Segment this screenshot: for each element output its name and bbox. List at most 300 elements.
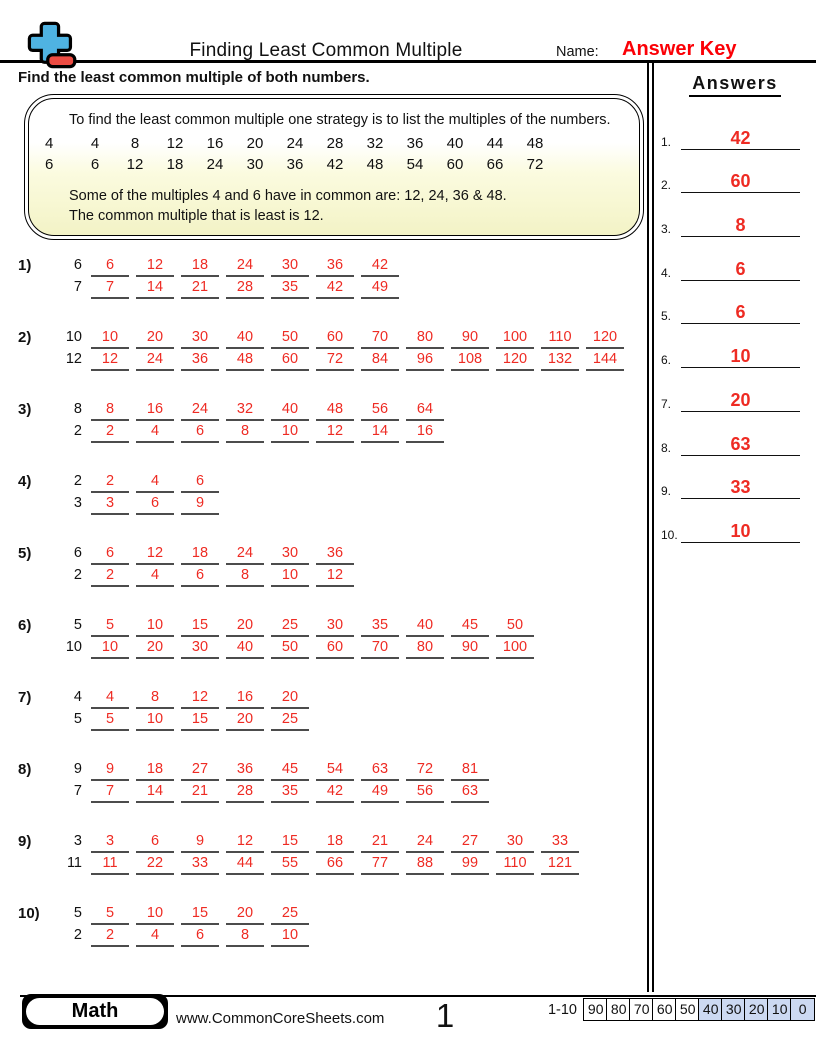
multiples-row (56, 400, 451, 421)
multiple-blank: 63 (361, 760, 399, 781)
example-multiple: 44 (486, 135, 504, 152)
example-box-inner (28, 98, 640, 236)
example-note-line1: Some of the multiples 4 and 6 have in common are: 12, 24, 36 & 48. (69, 188, 507, 204)
answer-number: 8. (661, 440, 672, 455)
multiple-blank: 10 (136, 904, 174, 925)
answer-blank (681, 476, 800, 499)
answer-row (654, 237, 816, 281)
answer-key-text: Answer Key (622, 38, 737, 60)
multiple-blank: 8 (136, 688, 174, 709)
given-number: 3 (73, 833, 82, 849)
multiples-row (56, 566, 361, 587)
multiple-blank: 15 (271, 832, 309, 853)
multiples-row (56, 688, 316, 709)
multiple-blank: 55 (271, 854, 309, 875)
given-number: 6 (73, 545, 82, 561)
page-title: Finding Least Common Multiple (189, 40, 463, 61)
score-box: 80 (606, 998, 631, 1021)
multiple-blank: 6 (181, 926, 219, 947)
multiple-blank: 66 (316, 854, 354, 875)
answer-value: 60 (730, 171, 751, 192)
example-intro-text: To find the least common multiple one strategy is to list the multiples of the numbers. (69, 112, 611, 128)
score-box: 90 (583, 998, 608, 1021)
multiple-blank: 30 (496, 832, 534, 853)
multiple-blank: 12 (316, 566, 354, 587)
multiple-blank: 36 (316, 544, 354, 565)
multiple-blank: 24 (406, 832, 444, 853)
multiple-blank: 5 (91, 616, 129, 637)
score-strip (548, 998, 815, 1021)
example-multiple: 30 (246, 156, 264, 173)
multiple-blank: 80 (406, 638, 444, 659)
column-divider (647, 63, 654, 992)
given-number: 6 (73, 257, 82, 273)
multiple-blank: 4 (136, 566, 174, 587)
multiples-row (56, 494, 226, 515)
multiple-blank: 20 (226, 710, 264, 731)
example-multiple: 28 (326, 135, 344, 152)
multiple-blank: 4 (136, 472, 174, 493)
multiple-blank: 25 (271, 710, 309, 731)
multiple-blank: 49 (361, 782, 399, 803)
multiples-row (56, 832, 586, 853)
multiples-row (56, 854, 586, 875)
given-number: 8 (73, 401, 82, 417)
multiple-blank: 27 (181, 760, 219, 781)
example-multiple: 32 (366, 135, 384, 152)
multiple-blank: 12 (226, 832, 264, 853)
multiple-blank: 27 (451, 832, 489, 853)
multiple-blank: 48 (226, 350, 264, 371)
example-multiple: 6 (90, 156, 100, 173)
multiple-blank: 30 (181, 328, 219, 349)
answer-blank (681, 520, 800, 543)
example-multiple: 42 (326, 156, 344, 173)
multiple-blank: 8 (226, 566, 264, 587)
multiple-blank: 45 (451, 616, 489, 637)
multiple-blank: 49 (361, 278, 399, 299)
example-multiple: 20 (246, 135, 264, 152)
multiple-blank: 120 (586, 328, 624, 349)
score-box: 60 (652, 998, 677, 1021)
answers-heading-wrap (654, 73, 816, 97)
score-range-label: 1-10 (547, 1001, 577, 1018)
example-multiple: 8 (130, 135, 140, 152)
multiple-blank: 36 (181, 350, 219, 371)
given-number: 4 (73, 689, 82, 705)
example-multiple: 16 (206, 135, 224, 152)
multiples-row (56, 710, 316, 731)
multiple-blank: 3 (91, 494, 129, 515)
example-box (24, 94, 644, 240)
score-box: 20 (744, 998, 769, 1021)
answer-number: 3. (661, 222, 672, 237)
multiple-blank: 10 (271, 926, 309, 947)
multiple-blank: 36 (316, 256, 354, 277)
problem-rows (56, 544, 361, 588)
answer-value: 6 (735, 302, 746, 323)
answer-blank (681, 214, 800, 237)
multiple-blank: 45 (271, 760, 309, 781)
multiple-blank: 21 (181, 782, 219, 803)
multiple-blank: 88 (406, 854, 444, 875)
multiple-blank: 20 (136, 328, 174, 349)
score-box: 0 (790, 998, 815, 1021)
example-multiple: 12 (126, 156, 144, 173)
multiple-blank: 63 (451, 782, 489, 803)
problem-number: 2) (18, 329, 32, 346)
multiple-blank: 50 (496, 616, 534, 637)
multiple-blank: 5 (91, 710, 129, 731)
multiple-blank: 4 (136, 926, 174, 947)
multiple-blank: 50 (271, 638, 309, 659)
answer-value: 63 (730, 433, 751, 454)
given-number: 7 (73, 783, 82, 799)
multiple-blank: 35 (271, 782, 309, 803)
multiple-blank: 42 (361, 256, 399, 277)
answer-value: 20 (730, 389, 751, 410)
answer-row (654, 368, 816, 412)
multiple-blank: 70 (361, 638, 399, 659)
problem (18, 328, 647, 372)
multiple-blank: 6 (181, 566, 219, 587)
multiple-blank: 10 (91, 638, 129, 659)
multiple-blank: 10 (271, 566, 309, 587)
score-box: 30 (721, 998, 746, 1021)
multiple-blank: 14 (361, 422, 399, 443)
problems-column (0, 63, 647, 992)
answer-value: 8 (735, 215, 746, 236)
multiple-blank: 12 (136, 256, 174, 277)
example-multiples-table (45, 133, 627, 175)
example-base-number: 4 (45, 135, 54, 152)
multiple-blank: 20 (226, 904, 264, 925)
multiple-blank: 20 (226, 616, 264, 637)
answer-number: 4. (661, 265, 672, 280)
problem-rows (56, 256, 406, 300)
problem-number: 7) (18, 689, 32, 706)
multiple-blank: 24 (136, 350, 174, 371)
multiple-blank: 10 (91, 328, 129, 349)
example-multiple: 54 (406, 156, 424, 173)
problem-number: 4) (18, 473, 32, 490)
multiple-blank: 21 (181, 278, 219, 299)
multiple-blank: 90 (451, 328, 489, 349)
multiple-blank: 10 (271, 422, 309, 443)
example-multiple: 66 (486, 156, 504, 173)
multiple-blank: 24 (226, 544, 264, 565)
given-number: 2 (73, 567, 82, 583)
multiple-blank: 5 (91, 904, 129, 925)
example-base-number: 6 (45, 156, 54, 173)
multiple-blank: 120 (496, 350, 534, 371)
given-number: 5 (73, 617, 82, 633)
multiple-blank: 60 (271, 350, 309, 371)
multiples-row (56, 328, 631, 349)
multiple-blank: 35 (361, 616, 399, 637)
multiple-blank: 12 (181, 688, 219, 709)
example-multiple: 12 (166, 135, 184, 152)
given-number: 7 (73, 279, 82, 295)
problem (18, 544, 647, 588)
multiple-blank: 6 (181, 472, 219, 493)
multiple-blank: 30 (271, 544, 309, 565)
multiple-blank: 12 (136, 544, 174, 565)
example-multiples-row (45, 154, 627, 175)
multiple-blank: 18 (181, 256, 219, 277)
answer-value: 33 (730, 477, 751, 498)
multiple-blank: 14 (136, 278, 174, 299)
multiple-blank: 96 (406, 350, 444, 371)
multiple-blank: 6 (181, 422, 219, 443)
multiple-blank: 28 (226, 782, 264, 803)
problem (18, 256, 647, 300)
math-badge (22, 994, 168, 1029)
example-multiples-row (45, 133, 627, 154)
problem-number: 9) (18, 833, 32, 850)
answers-column (654, 63, 816, 992)
problem (18, 760, 647, 804)
answer-row (654, 324, 816, 368)
example-multiple: 36 (286, 156, 304, 173)
multiple-blank: 9 (181, 832, 219, 853)
answer-blank (681, 258, 800, 281)
multiple-blank: 30 (271, 256, 309, 277)
multiple-blank: 24 (226, 256, 264, 277)
multiple-blank: 42 (316, 782, 354, 803)
multiple-blank: 3 (91, 832, 129, 853)
multiples-row (56, 256, 406, 277)
answer-number: 5. (661, 309, 672, 324)
problem-number: 3) (18, 401, 32, 418)
problem (18, 400, 647, 444)
multiple-blank: 40 (271, 400, 309, 421)
multiple-blank: 24 (181, 400, 219, 421)
multiple-blank: 132 (541, 350, 579, 371)
answer-number: 7. (661, 396, 672, 411)
multiple-blank: 100 (496, 638, 534, 659)
answer-value: 6 (735, 258, 746, 279)
multiple-blank: 16 (136, 400, 174, 421)
multiple-blank: 2 (91, 926, 129, 947)
multiple-blank: 110 (541, 328, 579, 349)
multiple-blank: 30 (316, 616, 354, 637)
multiple-blank: 20 (136, 638, 174, 659)
score-box: 50 (675, 998, 700, 1021)
problem-number: 5) (18, 545, 32, 562)
multiple-blank: 56 (361, 400, 399, 421)
example-note-line2: The common multiple that is least is 12. (69, 208, 324, 224)
instructions-text: Find the least common multiple of both numbers. (18, 69, 370, 86)
answer-number: 1. (661, 134, 672, 149)
multiple-blank: 18 (181, 544, 219, 565)
multiple-blank: 54 (316, 760, 354, 781)
multiple-blank: 40 (406, 616, 444, 637)
multiple-blank: 15 (181, 616, 219, 637)
answer-blank (681, 345, 800, 368)
problem (18, 472, 647, 516)
multiple-blank: 25 (271, 904, 309, 925)
answers-list (654, 106, 816, 543)
multiples-row (56, 616, 541, 637)
multiple-blank: 12 (316, 422, 354, 443)
answer-row (654, 281, 816, 325)
given-number: 10 (65, 639, 82, 655)
answer-row (654, 499, 816, 543)
problem-rows (56, 904, 316, 948)
multiple-blank: 15 (181, 904, 219, 925)
multiple-blank: 77 (361, 854, 399, 875)
problem-rows (56, 688, 316, 732)
answer-row (654, 412, 816, 456)
multiple-blank: 2 (91, 472, 129, 493)
answer-blank (681, 301, 800, 324)
answer-number: 6. (661, 353, 672, 368)
multiple-blank: 144 (586, 350, 624, 371)
multiple-blank: 84 (361, 350, 399, 371)
multiple-blank: 22 (136, 854, 174, 875)
multiple-blank: 72 (406, 760, 444, 781)
name-label: Name: (556, 44, 599, 60)
multiple-blank: 32 (226, 400, 264, 421)
example-multiple: 48 (366, 156, 384, 173)
problem (18, 616, 647, 660)
multiples-row (56, 350, 631, 371)
multiple-blank: 35 (271, 278, 309, 299)
multiple-blank: 8 (91, 400, 129, 421)
answer-number: 9. (661, 484, 672, 499)
multiple-blank: 18 (316, 832, 354, 853)
multiple-blank: 12 (91, 350, 129, 371)
multiple-blank: 2 (91, 566, 129, 587)
answer-blank (681, 127, 800, 150)
multiple-blank: 10 (136, 616, 174, 637)
problem (18, 688, 647, 732)
problem-rows (56, 328, 631, 372)
problem-number: 10) (18, 905, 40, 922)
problem-rows (56, 400, 451, 444)
multiple-blank: 60 (316, 328, 354, 349)
multiples-row (56, 760, 496, 781)
problem-number: 8) (18, 761, 32, 778)
multiple-blank: 100 (496, 328, 534, 349)
example-multiple: 24 (206, 156, 224, 173)
multiple-blank: 40 (226, 638, 264, 659)
multiple-blank: 9 (91, 760, 129, 781)
website-url: www.CommonCoreSheets.com (176, 1010, 385, 1027)
multiple-blank: 6 (136, 494, 174, 515)
given-number: 5 (73, 905, 82, 921)
score-box: 40 (698, 998, 723, 1021)
multiple-blank: 72 (316, 350, 354, 371)
multiple-blank: 16 (226, 688, 264, 709)
multiple-blank: 90 (451, 638, 489, 659)
multiples-row (56, 278, 406, 299)
given-number: 9 (73, 761, 82, 777)
multiple-blank: 81 (451, 760, 489, 781)
answer-number: 10. (661, 527, 678, 542)
multiple-blank: 20 (271, 688, 309, 709)
multiple-blank: 4 (91, 688, 129, 709)
answer-row (654, 106, 816, 150)
answer-row (654, 193, 816, 237)
subject-label: Math (26, 998, 164, 1025)
multiple-blank: 8 (226, 926, 264, 947)
problem-number: 1) (18, 257, 32, 274)
multiple-blank: 36 (226, 760, 264, 781)
multiple-blank: 28 (226, 278, 264, 299)
answer-value: 10 (730, 520, 751, 541)
score-box: 10 (767, 998, 792, 1021)
multiple-blank: 99 (451, 854, 489, 875)
multiple-blank: 48 (316, 400, 354, 421)
example-multiple: 36 (406, 135, 424, 152)
multiple-blank: 56 (406, 782, 444, 803)
multiple-blank: 4 (136, 422, 174, 443)
multiples-row (56, 904, 316, 925)
multiple-blank: 121 (541, 854, 579, 875)
multiple-blank: 64 (406, 400, 444, 421)
multiples-row (56, 926, 316, 947)
multiple-blank: 33 (541, 832, 579, 853)
score-boxes (585, 998, 815, 1021)
given-number: 2 (73, 473, 82, 489)
multiple-blank: 6 (136, 832, 174, 853)
multiples-row (56, 544, 361, 565)
multiple-blank: 33 (181, 854, 219, 875)
multiple-blank: 110 (496, 854, 534, 875)
problems-list (18, 256, 647, 948)
multiple-blank: 30 (181, 638, 219, 659)
example-multiple: 72 (526, 156, 544, 173)
example-multiple: 24 (286, 135, 304, 152)
multiples-row (56, 472, 226, 493)
multiples-row (56, 782, 496, 803)
multiple-blank: 9 (181, 494, 219, 515)
example-multiple: 40 (446, 135, 464, 152)
given-number: 3 (73, 495, 82, 511)
given-number: 11 (66, 855, 82, 871)
multiple-blank: 18 (136, 760, 174, 781)
problem-rows (56, 832, 586, 876)
problem (18, 904, 647, 948)
footer (0, 995, 816, 1056)
multiples-row (56, 422, 451, 443)
problem-rows (56, 472, 226, 516)
multiple-blank: 11 (91, 854, 129, 875)
answer-blank (681, 170, 800, 193)
given-number: 5 (73, 711, 82, 727)
answer-blank (681, 389, 800, 412)
example-multiple: 60 (446, 156, 464, 173)
problem-number: 6) (18, 617, 32, 634)
example-multiple: 18 (166, 156, 184, 173)
answer-row (654, 456, 816, 500)
multiple-blank: 44 (226, 854, 264, 875)
multiple-blank: 6 (91, 256, 129, 277)
multiple-blank: 21 (361, 832, 399, 853)
answer-blank (681, 433, 800, 456)
answer-number: 2. (661, 178, 672, 193)
multiple-blank: 80 (406, 328, 444, 349)
given-number: 2 (73, 423, 82, 439)
header (0, 0, 816, 63)
multiple-blank: 7 (91, 782, 129, 803)
multiple-blank: 10 (136, 710, 174, 731)
example-multiple: 48 (526, 135, 544, 152)
multiple-blank: 2 (91, 422, 129, 443)
problem-rows (56, 616, 541, 660)
